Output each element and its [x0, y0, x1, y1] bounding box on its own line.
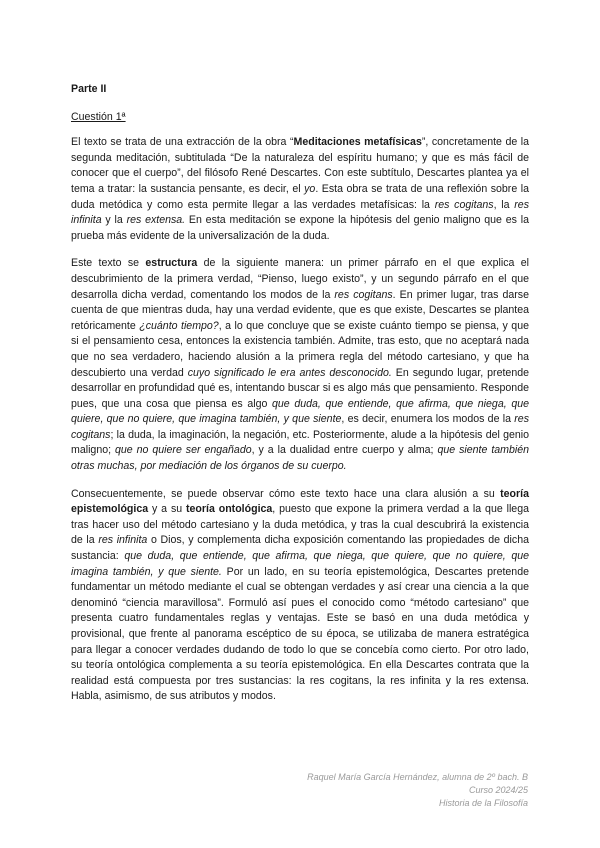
paragraph-structure: Este texto se estructura de la siguiente manera: un primer párrafo en el que explica el descubrimiento de la primera verdad, “Pienso, luego existo”, y un segundo párrafo en el que desarrolla dicha verdad, comentando los modos de la res cogitans. En primer lugar, tras darse cuenta de que mientras duda, hay una verdad evidente, que es que existe, Descartes se plantea retóricamente ¿cuánto tiempo?, a lo que concluye que se existe cuánto tiempo se piensa, y que si el pensamiento cesa, entonces la existencia también. Admite, tras esto, que no aceptará nada que no sea verdadero, haciendo alusión a la primera regla del método cartesiano, y que ha descubierto una verdad cuyo significado le era antes desconocido. En segundo lugar, pretende desarrollar en profundidad qué es, intentando buscar si es algo más que pensamiento. Responde pues, que una cosa que piensa es algo que duda, que entiende, que afirma, que niega, que quiere, que no quiere, que imagina también, y que siente, es decir, enumera los modos de la res cogitans; la duda, la imaginación, la negación, etc. Posteriormente, alude a la hipótesis del genio maligno; que no quiere ser engañado, y a la dualidad entre cuerpo y alma; que siente también otras muchas, por mediación de los órganos de su cuerpo. [71, 257, 530, 473]
footer-subject: Historia de la Filosofía [438, 798, 528, 809]
paragraph-introduction: El texto se trata de una extracción de la obra “Meditaciones metafísicas”, concretamente de la segunda meditación, subtitulada “De la naturaleza del espíritu humano; y que es más fácil de conocer que el cuerpo”, del filósofo René Descartes. Con este subtítulo, Descartes plantea ya el tema a tratar: la sustancia pensante, es decir, el yo. Esta obra se trata de una reflexión sobre la duda metódica y como esta permite llegar a las verdades metafísicas: la res cogitans, la res infinita y la res extensa. En esta meditación se expone la hipótesis del genio maligno que es la prueba más evidente de la universalización de la duda. [71, 136, 529, 242]
document-body [71, 82, 529, 717]
part-title: Parte II [71, 83, 107, 95]
footer-course: Curso 2024/25 [468, 785, 528, 796]
question-title: Cuestión 1ª [71, 110, 126, 123]
page-footer [307, 771, 528, 811]
paragraph-theories: Consecuentemente, se puede observar cómo este texto hace una clara alusión a su teoría epistemológica y a su teoría ontológica, puesto que expone la primera verdad a la que llega tras hacer uso del método cartesiano y la duda metódica, y tras la cual descubrirá la existencia de la res infinita o Dios, y complementa dicha exposición comentando las propiedades de dicha sustancia: que duda, que entiende, que afirma, que niega, que quiere, que no quiere, que imagina también, y que siente. Por un lado, en su teoría epistemológica, Descartes pretende fundamentar un método mediante el cual se obtengan verdades y así crear una ciencia a la que denominó “ciencia maravillosa”. Formuló así pues el conocido como “método cartesiano” que presenta cuatro fundamentales reglas y ventajas. Este se basó en una duda metódica y provisional, que frente al panorama escéptico de su época, se utilizaba de manera estratégica para llegar a conocer verdades dudando de todo lo que se concebía como cierto. Por otro lado, su teoría ontológica complementa a su teoría epistemológica. En ella Descartes contrata que la realidad está compuesta por tres sustancias: la res cogitans, la res infinita y la res extensa. Habla, asimismo, de sus atributos y modos. [71, 487, 529, 703]
footer-author: Raquel María García Hernández, alumna de 2º bach. B [307, 772, 528, 782]
work-title: Meditaciones metafísicas [293, 136, 422, 149]
